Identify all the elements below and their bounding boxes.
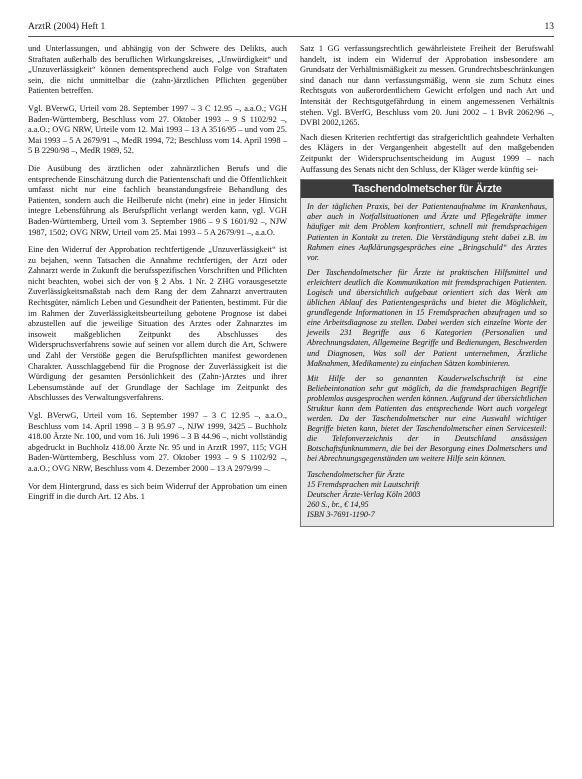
body-paragraph: Satz 1 GG verfassungsrechtlich gewährleistete Freiheit der Berufswahl handelt, ist indem ein Widerruf der Approbation insbesondere am Grundsatz der Verhältnismäßigkeit zu messen. Grundrechtsbeschränkungen sind danach nur dann verfassungsmäßig, wenn sie zum Schutz eines Rechtsguts von außerordentlichem Gewicht erfolgen und nach Art und Intensität der Rechtsgutgefährdung in einem angemessenen Verhältnis stehen. Vgl. BVerfG, Beschluss vom 20. Juni 2002 – 1 BvR 2062/96 –, DVBl 2002,1265. bbox=[300, 44, 554, 128]
box-title: Taschendolmetscher für Ärzte bbox=[301, 180, 553, 198]
citation-paragraph: Vgl. BVerwG, Urteil vom 28. September 1997 – 3 C 12.95 –, a.a.O.; VGH Baden-Württemberg, Beschluss vom 27. Oktober 1993 – 9 S 1102/92 –, a.a.O.; OVG NRW, Urteile vom 12. Mai 1993 – 13 A 3516/95 – und vom 25. Mai 1993 – 5 A 2679/91 –, MedR 1994, 72; Beschluss vom 14. April 1998 – 5 B 2290/98 –, MedR 1989, 52. bbox=[28, 103, 287, 156]
right-column bbox=[300, 44, 554, 527]
box-paragraph: Mit Hilfe der so genannten Kauderwelschschrift ist eine Beliebeintonation sehr gut möglich, da die fremdsprachigen Begriffe problemlos ausgesprochen werden können. Aufgrund der übersichtlichen Struktur kann dem Patienten das entsprechende Wort auch vorgelegt werden. Da der Taschendolmetscher nur eine Auswahl wichtiger Begriffe bieten kann, bietet der Taschendolmetscher einen Servicesteil: die Telefonverzeichnis der in Deutschland ansässigen Botschaftsfunknummern, die bei der Besorgung eines Dolmetschers und bei Abrechnungsgegenständen um weitere Hilfe sein können. bbox=[307, 373, 547, 464]
publication-publisher: Deutscher Ärzte-Verlag Köln 2003 bbox=[307, 489, 421, 499]
publication-subtitle: 15 Fremdsprachen mit Lautschrift bbox=[307, 479, 420, 489]
page-header bbox=[28, 20, 554, 37]
publication-isbn: ISBN 3-7691-1190-7 bbox=[307, 509, 375, 519]
journal-issue: ArztR (2004) Heft 1 bbox=[28, 22, 106, 32]
publication-price: 260 S., br., € 14,95 bbox=[307, 499, 369, 509]
publication-info bbox=[307, 470, 547, 520]
box-paragraph: Der Taschendolmetscher für Ärzte ist praktischen Hilfsmittel und erleichtert deutlich die Kommunikation mit fremdsprachigen Patienten. Logisch und übersichtlich aufgebaut orientiert sich das Werk am üblichen Ablauf des Patientengesprächs und bietet die Möglichkeit, grundlegende Informationen in 15 Fremdsprachen abzufragen und so eine Arbeitsdiagnose zu stellen. Dabei werden sich einzelne Worte der jeweils 231 Begriffe aus 6 Kategorien (Personalien und Abrechnungsdaten, Allgemeine Begriffe und Bedienungen, Beschwerden und Diagnosen, Was soll der Patient unternehmen, Ärztliche Maßnahmen, Medikamente) zu einfachen Sätzen kombinieren. bbox=[307, 267, 547, 368]
publication-title: Taschendolmetscher für Ärzte bbox=[307, 469, 405, 479]
citation-paragraph: Vgl. BVerwG, Urteil vom 16. September 1997 – 3 C 12.95 –, a.a.O., Beschluss vom 14. April 1998 – 3 B 95.97 –, NJW 1999, 3425 – Buchholz 418.00 Ärzte Nr. 100, und vom 16. Juli 1996 – 3 B 44.96 –, nicht vollständig abgedruckt in Buchholz 418.00 Ärzte Nr. 95 und in ArztR 1997, 115; VGH Baden-Württemberg, Beschluss vom 27. Oktober 1993 – 9 S 1102/92 –, a.a.O.; OVG NRW, Beschluss vom 4. Dezember 2000 – 13 A 2979/99 –. bbox=[28, 411, 287, 473]
body-paragraph: Nach diesen Kriterien rechtfertigt das strafgerichtlich geahndete Verhalten des Klägers in der Vergangenheit abgestellt auf den maßgebenden Zeitpunkt der Widerspruchsentscheidung im August 1999 – nach Auffassung des Senats nicht den Schluss, der Kläger werde künftig sei- bbox=[300, 132, 554, 174]
body-paragraph: und Unterlassungen, und abhängig von der Schwere des Delikts, auch Straftaten außerhalb des beruflichen Wirkungskreises, „Unwürdigkeit“ und „Unzuverlässigkeit“ können dementsprechend auch Folge von Straftaten sein, die nicht unmittelbar die (zahn-)ärztlichen Pflichten gegenüber Patienten betreffen. bbox=[28, 44, 287, 96]
body-paragraph: Vor dem Hintergrund, dass es sich beim Widerruf der Approbation um einen Eingriff in die durch Art. 12 Abs. 1 bbox=[28, 481, 287, 502]
page-number: 13 bbox=[544, 22, 554, 32]
box-body bbox=[301, 198, 553, 526]
left-column bbox=[28, 44, 287, 510]
body-paragraph: Die Ausübung des ärztlichen oder zahnärztlichen Berufs und die entsprechende Einschätzung durch die Patientenschaft und die Öffentlichkeit umfasst nicht nur eine fachlich beanstandungsfreie Behandlung des Patienten, sondern auch die Heilberufe nicht (mehr) eine in jeder Hinsicht integre Lebensführung als Berufspflicht verlangt werden kann, vgl. VGH Baden-Württemberg, Urteil vom 3. September 1986 – 9 S 1601/92 –, NJW 1987, 1502; OVG NRW, Urteil vom 25. Mai 1993 – 5 A 2679/91 –, a.a.O. bbox=[28, 163, 287, 237]
body-paragraph: Eine den Widerruf der Approbation rechtfertigende „Unzuverlässigkeit“ ist zu bejahen, wenn Tatsachen die Annahme rechtfertigen, der Arzt oder Zahnarzt werde in Zukunft die berufsspezifischen Vorschriften und Pflichten nicht beachten, wobei sich der von § 2 Abs. 1 Nr. 2 ZHG vorausgesetzte Zuverlässigkeitsmaßstab nach dem Rang der dem Zahnarzt anvertrauten Rechtsgüter, nämlich Leben und Gesundheit der Patienten, bestimmt. Für die im Rahmen der Zuverlässigkeitsbeurteilung gebotene Prognose ist dabei abzustellen auf die jeweilige Situation des Arztes oder Zahnarztes im insoweit maßgeblichen Zeitpunkt des Abschlusses des Widerspruchsverfahrens sowie auf seinen vor allem durch die Art, Schwere und Zahl der Verstöße gegen die Berufspflichten manifest gewordenen Charakter. Ausschlaggebend für die Prognose der Zuverlässigkeit ist die Würdigung der gesamten Persönlichkeit des (Zahn-)Arztes und ihrer Lebensumstände auf der Grundlage der Sachlage im Zeitpunkt des Abschlusses des Verwaltungsverfahrens. bbox=[28, 245, 287, 403]
book-review-box bbox=[300, 179, 554, 527]
box-paragraph: In der täglichen Praxis, bei der Patientenaufnahme im Krankenhaus, aber auch in Notfallsituationen und Ärzte und Pflegekräfte immer häufiger mit dem Problem konfrontiert, schnell mit fremdsprachigen Patienten in Kontakt zu treten. Die Verständigung steht dabei z.B. im Rahmen eines Aufklärungsgespräches eine „Bringschuld“ des Arztes vor. bbox=[307, 202, 547, 262]
